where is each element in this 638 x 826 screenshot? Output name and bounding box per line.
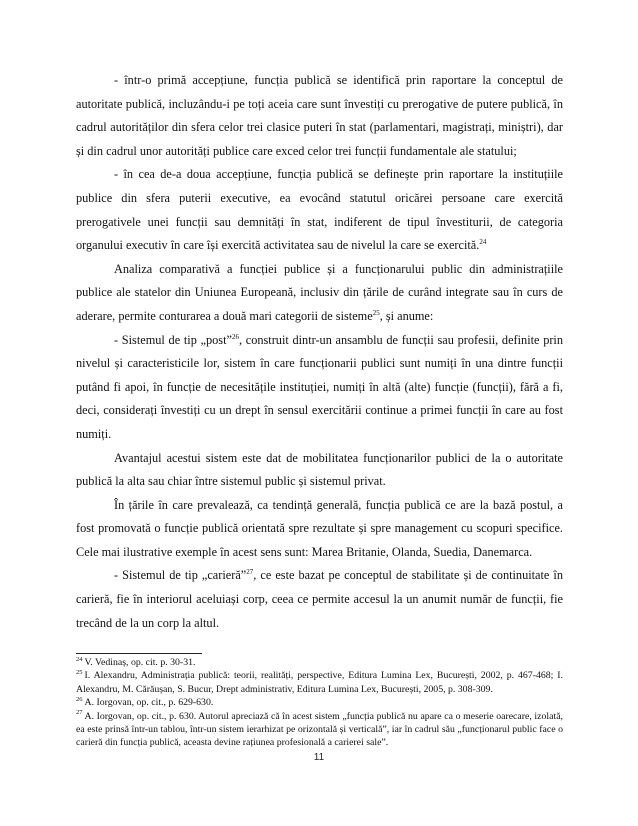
footnote-text: A. Iorgovan, op. cit., p. 629-630. [84, 697, 214, 709]
footnote-number: 26 [76, 695, 83, 703]
page-number: 11 [313, 752, 325, 763]
footnote-27 [76, 710, 563, 750]
footnote-ref-26[interactable]: 26 [231, 332, 239, 341]
footnote-text: I. Alexandru, Administrația publică: teorii, realități, perspective, Editura Lumina Lex, București, 2002, p. 467-468; I. Alexandru, M. Cărăușan, S. Bucur, Drept administrativ, Editura Lumina Lex, București, 2005, p. 308-309. [76, 670, 563, 695]
footnote-number: 24 [76, 655, 83, 663]
footnote-26 [76, 696, 563, 709]
paragraph-3 [76, 258, 563, 329]
footnote-separator [76, 653, 202, 654]
paragraph-6 [76, 494, 563, 565]
paragraph-7-tail: , ce este bazat pe conceptul de stabilitate și de continuitate în carieră, fie în interiorul aceluiași corp, ceea ce permite accesul la un anumit număr de funcții, fie trecând de la un corp la altul. [76, 568, 563, 630]
footnote-ref-24[interactable]: 24 [479, 238, 487, 247]
paragraph-4-tail: , construit dintr-un ansamblu de funcții sau profesii, definite prin nivelul și caracteristicile lor, sistem în care funcționarii publici sunt numiți în una dintre funcții putând fi apoi, în funcție de necesitățile instituției, numiți în altă (alte) funcție (funcții), fără a fi, deci, considerați învestiți cu un drept în sensul exercitării continue a primei funcții în care au fost numiți. [76, 332, 564, 441]
paragraph-7 [76, 564, 563, 635]
paragraph-6-text: În țările în care prevalează, ca tendință generală, funcția publică ce are la bază postul, a fost promovată o funcție publică orientată spre rezultate și spre management cu scopuri specifice. Cele mai ilustrative exemple în acest sens sunt: Marea Britanie, Olanda, Suedia, Danemarca. [76, 497, 563, 559]
footnote-ref-27[interactable]: 27 [246, 568, 254, 577]
paragraph-4-text: - Sistemul de tip „post” [114, 332, 232, 347]
paragraph-1 [76, 69, 563, 163]
paragraph-3-tail: , și anume: [379, 308, 434, 323]
paragraph-2 [76, 163, 563, 257]
footnote-text: A. Iorgovan, op. cit., p. 630. Autorul apreciază că în acest sistem „funcția publică nu apare ca o meserie oarecare, izolată, ea este prinsă într-un tablou, într-un sistem ierarhizat pe orizontală și verticală”, iar în cadrul său „funcționarul public face o carieră din funcția publică, aceasta devine rațiunea profesională a carierei sale”. [76, 710, 563, 749]
footnote-number: 27 [76, 709, 83, 717]
paragraph-2-text: - în cea de-a doua accepțiune, funcția publică se definește prin raportare la instituțiile publice din sfera puterii executive, ea evocând statutul oricărei persoane care exercită prerogativele unei funcții sau demnități în stat, indiferent de tipul învestiturii, de categoria organului executiv în care își exercită activitatea sau de nivelul la care se exercită. [76, 167, 563, 253]
paragraph-4 [76, 329, 563, 447]
footnote-25 [76, 669, 563, 696]
footnote-24 [76, 656, 563, 669]
body-text [76, 69, 563, 635]
footnotes [76, 656, 563, 750]
footnote-ref-25[interactable]: 25 [372, 308, 380, 317]
paragraph-3-text: Analiza comparativă a funcției publice și a funcționarului public din administrațiile publice ale statelor din Uniunea Europeană, inclusiv din țările de curând integrate sau în curs de aderare, permite conturarea a două mari categorii de sisteme [76, 261, 563, 323]
footnote-number: 25 [76, 669, 83, 677]
paragraph-1-text: - într-o primă accepțiune, funcția publică se identifică prin raportare la conceptul de autoritate publică, incluzându-i pe toți aceia care sunt învestiți cu prerogative de putere publică, în cadrul autorităților din sfera celor trei clasice puteri în stat (parlamentari, magistrați, miniștri), dar și din cadrul unor autorități publice care exced celor trei funcții fundamentale ale statului; [76, 73, 563, 158]
paragraph-5 [76, 447, 563, 494]
paragraph-5-text: Avantajul acestui sistem este dat de mobilitatea funcționarilor publici de la o autoritate publică la alta sau chiar între sistemul public și sistemul privat. [76, 450, 563, 489]
footnote-text: V. Vedinaș, op. cit. p. 30-31. [84, 657, 196, 668]
paragraph-7-text: - Sistemul de tip „carieră” [114, 568, 247, 583]
